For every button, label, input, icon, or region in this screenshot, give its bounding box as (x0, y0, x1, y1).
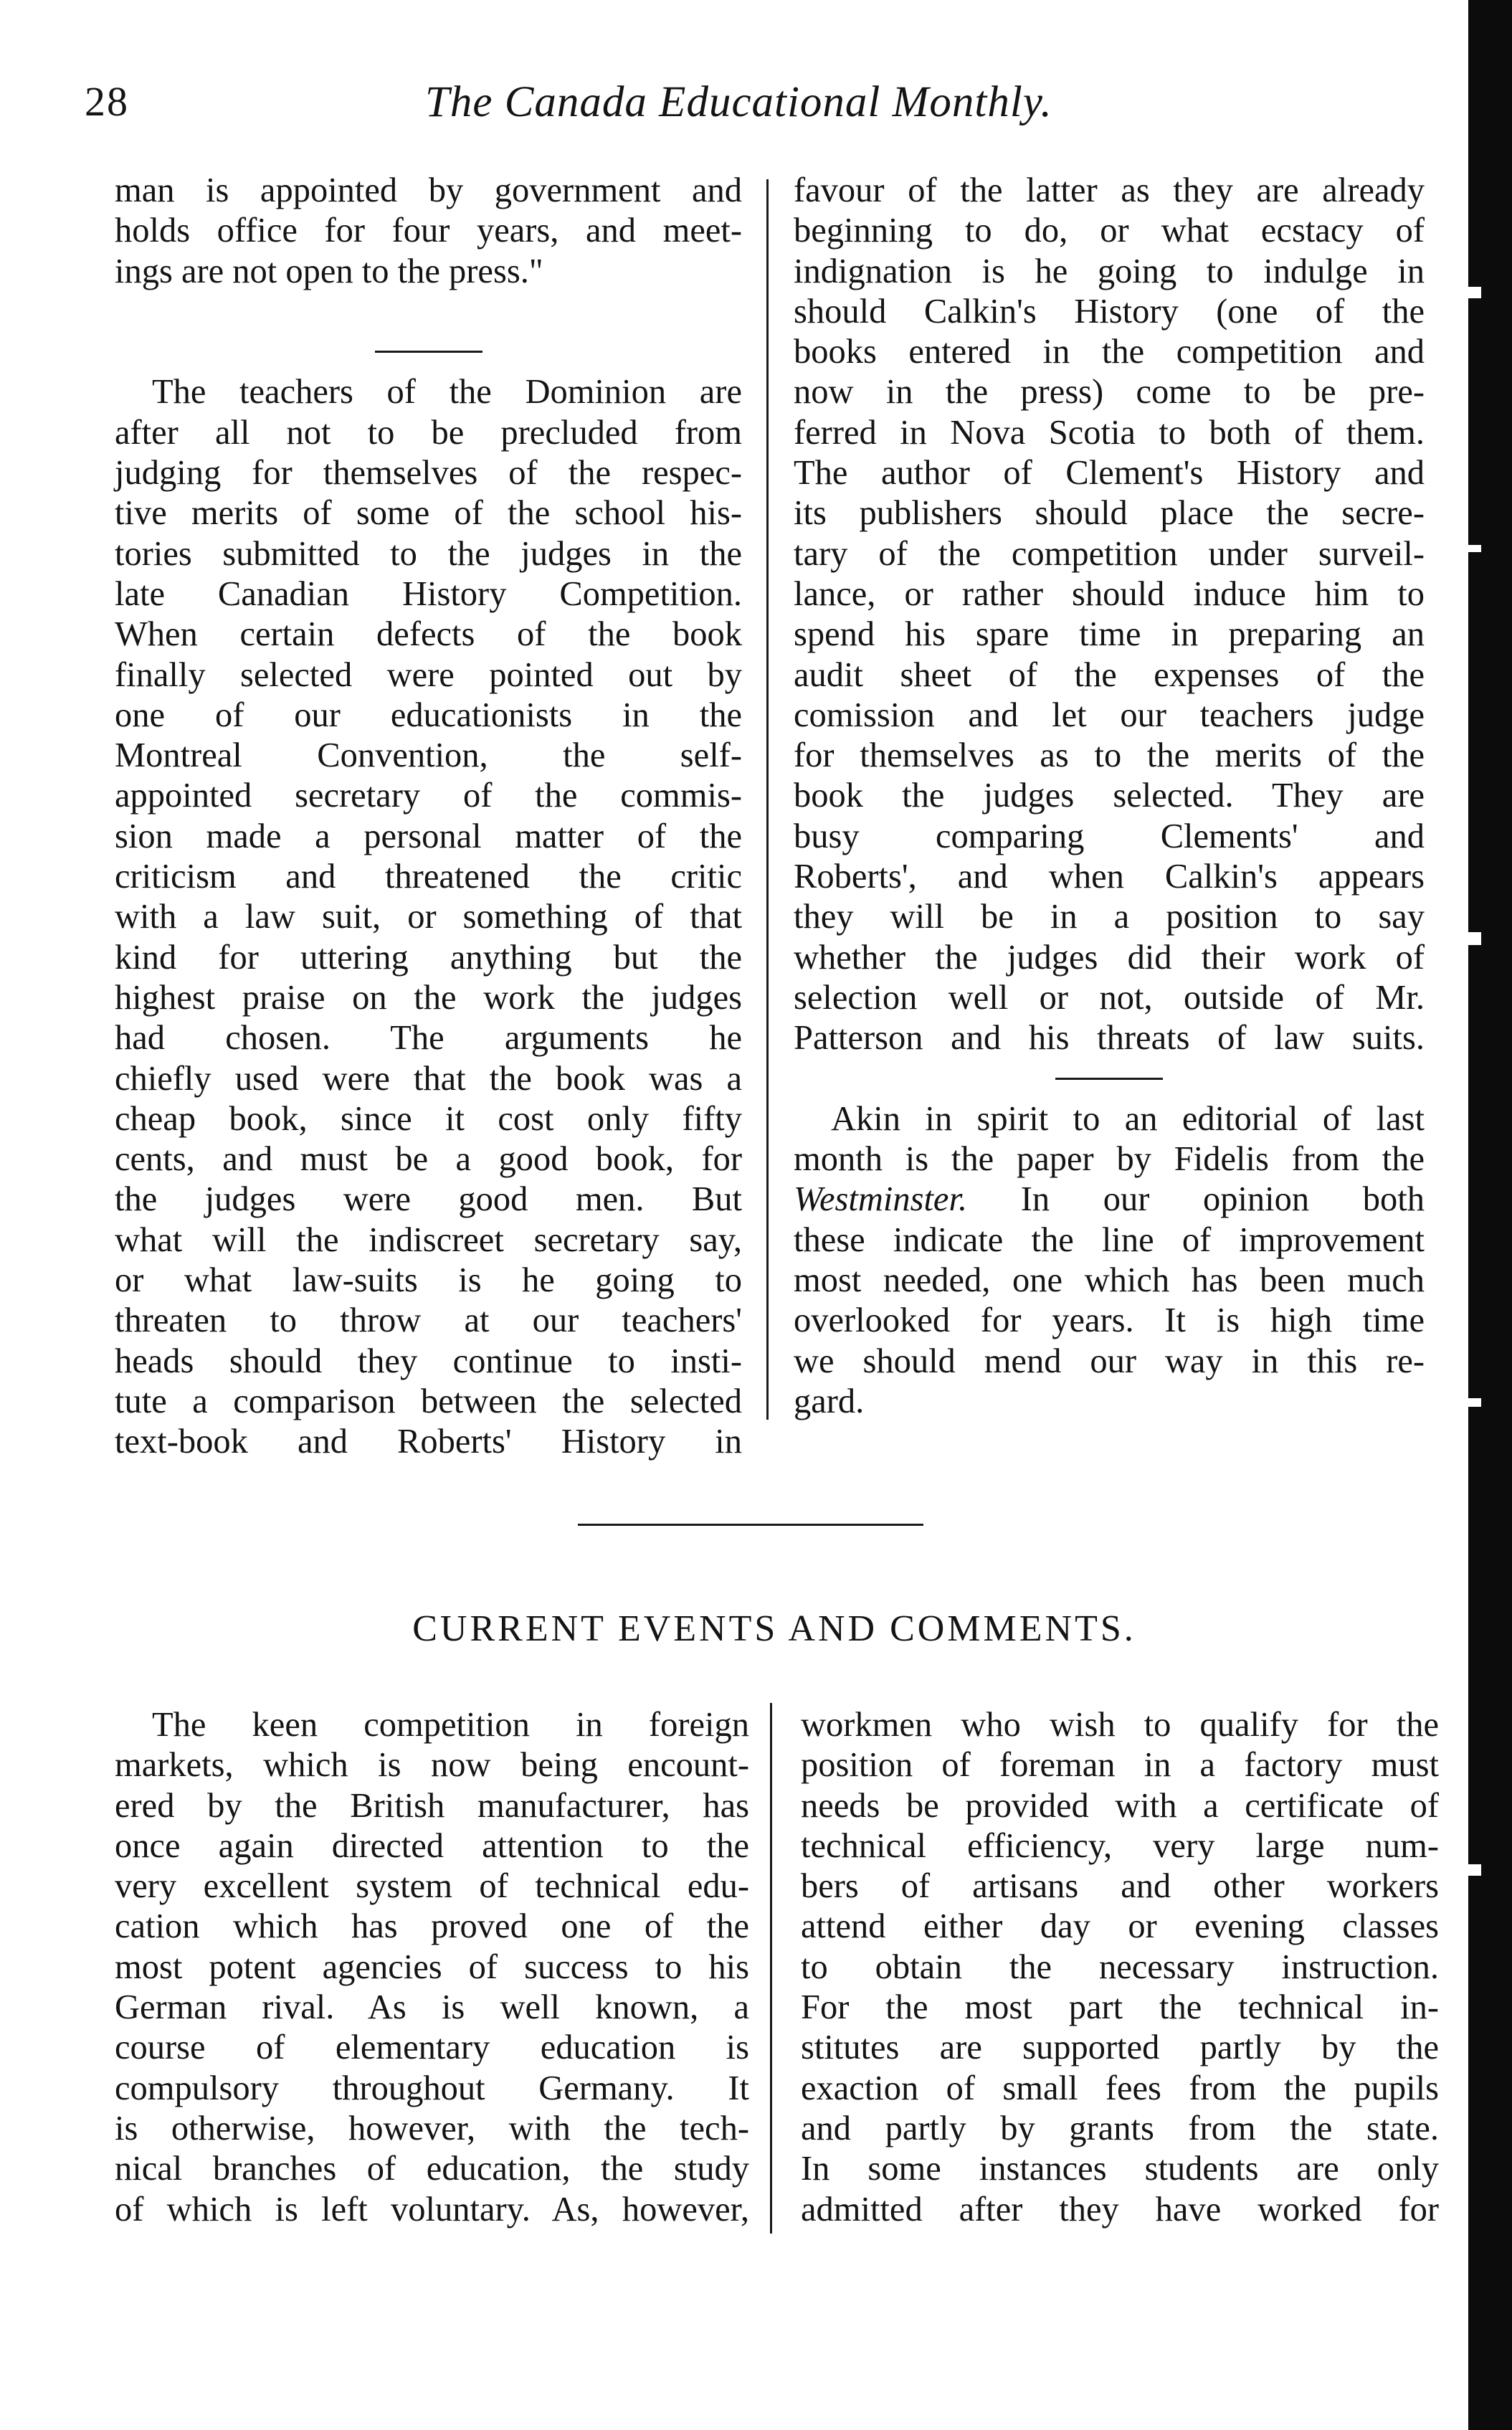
text-line: and partly by grants from the state. (801, 2109, 1439, 2147)
text-line: holds office for four years, and meet- (115, 212, 742, 250)
text-line: For the most part the technical in- (801, 1988, 1439, 2027)
text-line: nical branches of education, the study (115, 2150, 749, 2188)
text-line: The teachers of the Dominion are (152, 373, 742, 412)
text-line: heads should they continue to insti- (115, 1342, 742, 1380)
edge-notch (1468, 287, 1481, 298)
section-heading: CURRENT EVENTS AND COMMENTS. (412, 1608, 1136, 1649)
text-line: spend his spare time in preparing an (794, 615, 1425, 654)
text-line: we should mend our way in this re- (794, 1342, 1425, 1380)
text-line: with a law suit, or something of that (115, 898, 742, 936)
text-line: the judges were good men. But (115, 1180, 742, 1219)
text-line: indignation is he going to indulge in (794, 252, 1425, 290)
text-line: most potent agencies of success to his (115, 1947, 749, 1986)
text-line: now in the press) come to be pre- (794, 373, 1425, 412)
text-line: or what law-suits is he going to (115, 1261, 742, 1300)
text-line: to obtain the necessary instruction. (801, 1947, 1439, 1986)
text-line: criticism and threatened the critic (115, 858, 742, 896)
text-line: month is the paper by Fidelis from the (794, 1140, 1425, 1179)
column-divider (770, 1703, 772, 2234)
text-line: its publishers should place the secre- (794, 494, 1425, 533)
text-line: course of elementary education is (115, 2028, 749, 2067)
text-line: compulsory throughout Germany. It (115, 2069, 749, 2107)
text-line: stitutes are supported partly by the (801, 2028, 1439, 2067)
text-line: one of our educationists in the (115, 696, 742, 734)
text-line: tary of the competition under surveil- (794, 534, 1425, 573)
section-break (794, 1059, 1425, 1099)
text-line: ferred in Nova Scotia to both of them. (794, 413, 1425, 452)
text-line-rest: In our opinion both (967, 1180, 1425, 1219)
text-line: these indicate the line of improvement (794, 1220, 1425, 1259)
text-line: selection well or not, outside of Mr. (794, 978, 1425, 1017)
bottom-left-column (115, 1705, 749, 2230)
text-line: busy comparing Clements' and (794, 817, 1425, 855)
text-line: for themselves as to the merits of the (794, 736, 1425, 775)
text-line: after all not to be precluded from (115, 413, 742, 452)
text-line: of which is left voluntary. As, however, (115, 2190, 749, 2229)
text-line: is otherwise, however, with the tech- (115, 2109, 749, 2147)
text-line: Montreal Convention, the self- (115, 736, 742, 775)
scan-edge-strip (1468, 0, 1512, 2430)
text-line: threaten to throw at our teachers' (115, 1301, 742, 1340)
text-line: needs be provided with a certificate of (801, 1786, 1439, 1825)
edge-notch (1468, 545, 1481, 552)
text-line: comission and let our teachers judge (794, 696, 1425, 734)
text-line: ered by the British manufacturer, has (115, 1786, 749, 1825)
text-line: should Calkin's History (one of the (794, 292, 1425, 331)
text-line: Roberts', and when Calkin's appears (794, 858, 1425, 896)
text-line: Akin in spirit to an editorial of last (831, 1099, 1425, 1138)
text-line: When certain defects of the book (115, 615, 742, 654)
text-line: finally selected were pointed out by (115, 655, 742, 694)
text-line: tories submitted to the judges in the (115, 534, 742, 573)
text-line: highest praise on the work the judges (115, 978, 742, 1017)
westminster-title: Westminster. (794, 1180, 968, 1219)
text-line-westminster (794, 1180, 1425, 1220)
top-right-column (794, 171, 1425, 1422)
text-line: cation which has proved one of the (115, 1907, 749, 1946)
text-line: favour of the latter as they are already (794, 171, 1425, 209)
text-line: kind for uttering anything but the (115, 938, 742, 977)
text-line: exaction of small fees from the pupils (801, 2069, 1439, 2107)
text-line: audit sheet of the expenses of the (794, 655, 1425, 694)
text-line: judging for themselves of the respec- (115, 454, 742, 493)
column-divider (766, 179, 769, 1420)
text-line: book the judges selected. They are (794, 777, 1425, 815)
text-line: tute a comparison between the selected (115, 1382, 742, 1420)
text-line: sion made a personal matter of the (115, 817, 742, 855)
edge-notch (1468, 1864, 1481, 1876)
text-line: In some instances students are only (801, 2150, 1439, 2188)
text-line: man is appointed by government and (115, 171, 742, 209)
section-rule (578, 1524, 923, 1526)
top-left-column (115, 171, 742, 1463)
text-line: workmen who wish to qualify for the (801, 1706, 1439, 1744)
text-line: appointed secretary of the commis- (115, 777, 742, 815)
text-line: beginning to do, or what ecstacy of (794, 212, 1425, 250)
running-title: The Canada Educational Monthly. (425, 78, 1052, 126)
edge-notch (1468, 1398, 1481, 1407)
text-line: gard. (794, 1382, 865, 1420)
text-line: whether the judges did their work of (794, 938, 1425, 977)
text-line: Patterson and his threats of law suits. (794, 1019, 1425, 1058)
text-line: late Canadian History Competition. (115, 574, 742, 613)
page-number: 28 (85, 78, 129, 125)
page-header (85, 77, 1160, 149)
text-line: position of foreman in a factory must (801, 1746, 1439, 1785)
text-line: chiefly used were that the book was a (115, 1059, 742, 1098)
text-line: they will be in a position to say (794, 898, 1425, 936)
text-line: German rival. As is well known, a (115, 1988, 749, 2027)
text-line: The keen competition in foreign (152, 1706, 749, 1744)
text-line: what will the indiscreet secretary say, (115, 1220, 742, 1259)
text-line: overlooked for years. It is high time (794, 1301, 1425, 1340)
text-line: admitted after they have worked for (801, 2190, 1439, 2229)
text-line (115, 292, 742, 332)
edge-notch (1468, 932, 1481, 945)
text-line: once again directed attention to the (115, 1826, 749, 1865)
text-line: tive merits of some of the school his- (115, 494, 742, 533)
bottom-right-column (801, 1705, 1439, 2230)
text-line: markets, which is now being encount- (115, 1746, 749, 1785)
text-line: technical efficiency, very large num- (801, 1826, 1439, 1865)
text-line: cheap book, since it cost only fifty (115, 1099, 742, 1138)
text-line: text-book and Roberts' History in (115, 1423, 742, 1461)
text-line: books entered in the competition and (794, 333, 1425, 371)
text-line: most needed, one which has been much (794, 1261, 1425, 1300)
text-line: attend either day or evening classes (801, 1907, 1439, 1946)
text-line: bers of artisans and other workers (801, 1867, 1439, 1906)
text-line: The author of Clement's History and (794, 454, 1425, 493)
text-line: cents, and must be a good book, for (115, 1140, 742, 1179)
text-line: lance, or rather should induce him to (794, 574, 1425, 613)
text-line: very excellent system of technical edu- (115, 1867, 749, 1906)
section-break (115, 332, 742, 372)
text-line: ings are not open to the press." (115, 252, 543, 290)
text-line: had chosen. The arguments he (115, 1019, 742, 1058)
